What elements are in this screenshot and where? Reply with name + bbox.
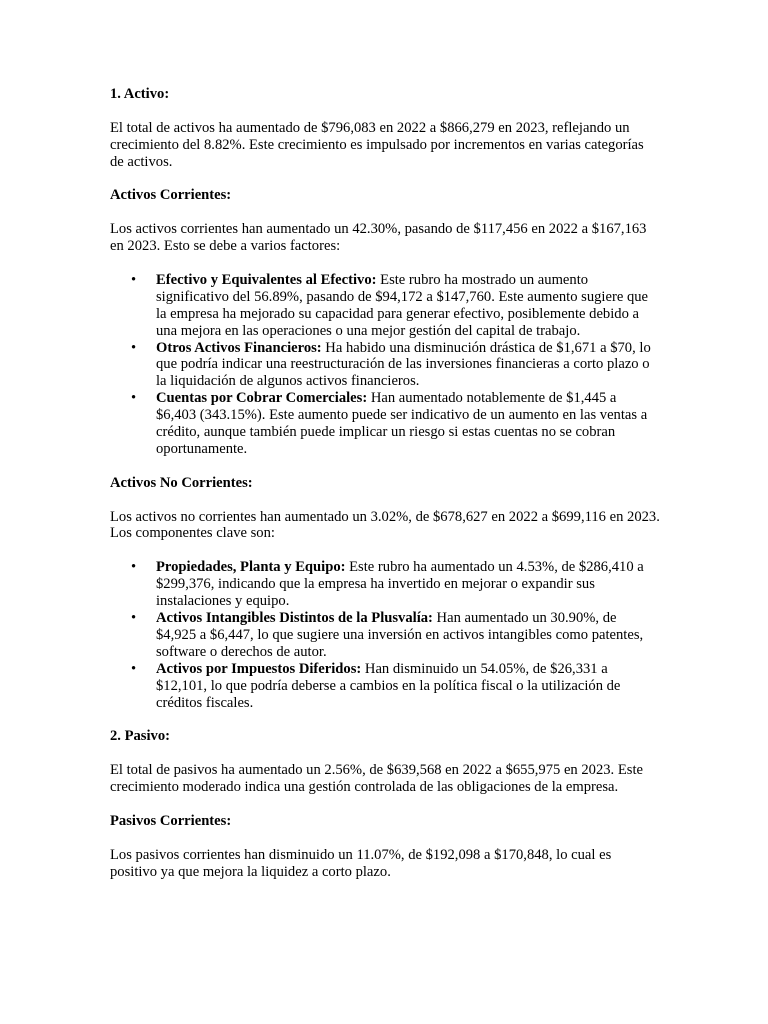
list-item-label: Cuentas por Cobrar Comerciales:	[156, 390, 368, 407]
activo-paragraph: El total de activos ha aumentado de $796,083 en 2022 a $866,279 en 2023, reflejando un crecimiento del 8.82%. Este crecimiento es impulsado por incrementos en varias categorías de activos.	[110, 119, 644, 170]
activos-corrientes-list	[110, 272, 660, 458]
pasivo-paragraph: El total de pasivos ha aumentado un 2.56%, de $639,568 en 2022 a $655,975 en 2023. Este crecimiento moderado indica una gestión controlada de las obligaciones de la empresa.	[110, 762, 643, 796]
list-item	[131, 390, 660, 458]
list-item-text: Han disminuido un 54.05%, de $26,331 a $12,101, lo que podría deberse a cambios en la política fiscal o la utilización de créditos fiscales.	[156, 660, 621, 711]
list-item-text: Este rubro ha aumentado un 4.53%, de $286,410 a $299,376, indicando que la empresa ha invertido en mejorar o expandir sus instalaciones y equipo.	[156, 559, 644, 610]
list-item	[131, 339, 660, 391]
bullet-icon: •	[131, 559, 137, 576]
list-item	[131, 660, 660, 712]
list-item-label: Otros Activos Financieros:	[156, 339, 322, 356]
list-item-label: Propiedades, Planta y Equipo:	[156, 559, 346, 576]
activos-no-corrientes-heading: Activos No Corrientes:	[110, 474, 253, 491]
list-item-text: Han aumentado notablemente de $1,445 a $6,403 (343.15%). Este aumento puede ser indicativo de un aumento en las ventas a crédito, aunque también puede implicar un riesgo si estas cuentas no se cobran oportunamente.	[156, 390, 648, 457]
activos-corrientes-heading: Activos Corrientes:	[110, 187, 232, 204]
bullet-icon: •	[131, 660, 137, 677]
pasivo-heading: 2. Pasivo:	[110, 728, 170, 745]
bullet-icon: •	[131, 390, 137, 407]
list-item	[131, 609, 660, 661]
activo-heading: 1. Activo:	[110, 86, 170, 102]
list-item	[131, 271, 660, 340]
list-item-text: Han aumentado un 30.90%, de $4,925 a $6,447, lo que sugiere una inversión en activos intangibles como patentes, software o derechos de autor.	[156, 609, 644, 660]
bullet-icon: •	[131, 609, 137, 626]
bullet-icon: •	[131, 339, 137, 356]
list-item-label: Efectivo y Equivalentes al Efectivo:	[156, 271, 377, 288]
activos-no-corrientes-list	[110, 559, 660, 711]
pasivos-corrientes-heading: Pasivos Corrientes:	[110, 812, 232, 829]
pasivos-corrientes-paragraph: Los pasivos corrientes han disminuido un 11.07%, de $192,098 a $170,848, lo cual es positivo ya que mejora la liquidez a corto plazo.	[110, 846, 612, 880]
bullet-icon: •	[131, 271, 137, 288]
list-item-text: Este rubro ha mostrado un aumento significativo del 56.89%, pasando de $94,172 a $147,760. Este aumento sugiere que la empresa ha mejorado su capacidad para generar efectivo, posiblemente debido a una mejora en las operaciones o una mejor gestión del capital de trabajo.	[156, 271, 649, 339]
activos-no-corrientes-paragraph: Los activos no corrientes han aumentado un 3.02%, de $678,627 en 2022 a $699,116 en 2023. Los componentes clave son:	[110, 508, 660, 542]
activos-corrientes-paragraph: Los activos corrientes han aumentado un 42.30%, pasando de $117,456 en 2022 a $167,163 en 2023. Esto se debe a varios factores:	[110, 221, 647, 255]
list-item-label: Activos por Impuestos Diferidos:	[156, 660, 362, 677]
list-item	[131, 559, 660, 610]
list-item-text: Ha habido una disminución drástica de $1,671 a $70, lo que podría indicar una reestructuración de las inversiones financieras a corto plazo o la liquidación de algunos activos financieros.	[156, 339, 651, 390]
list-item-label: Activos Intangibles Distintos de la Plusvalía:	[156, 609, 433, 626]
